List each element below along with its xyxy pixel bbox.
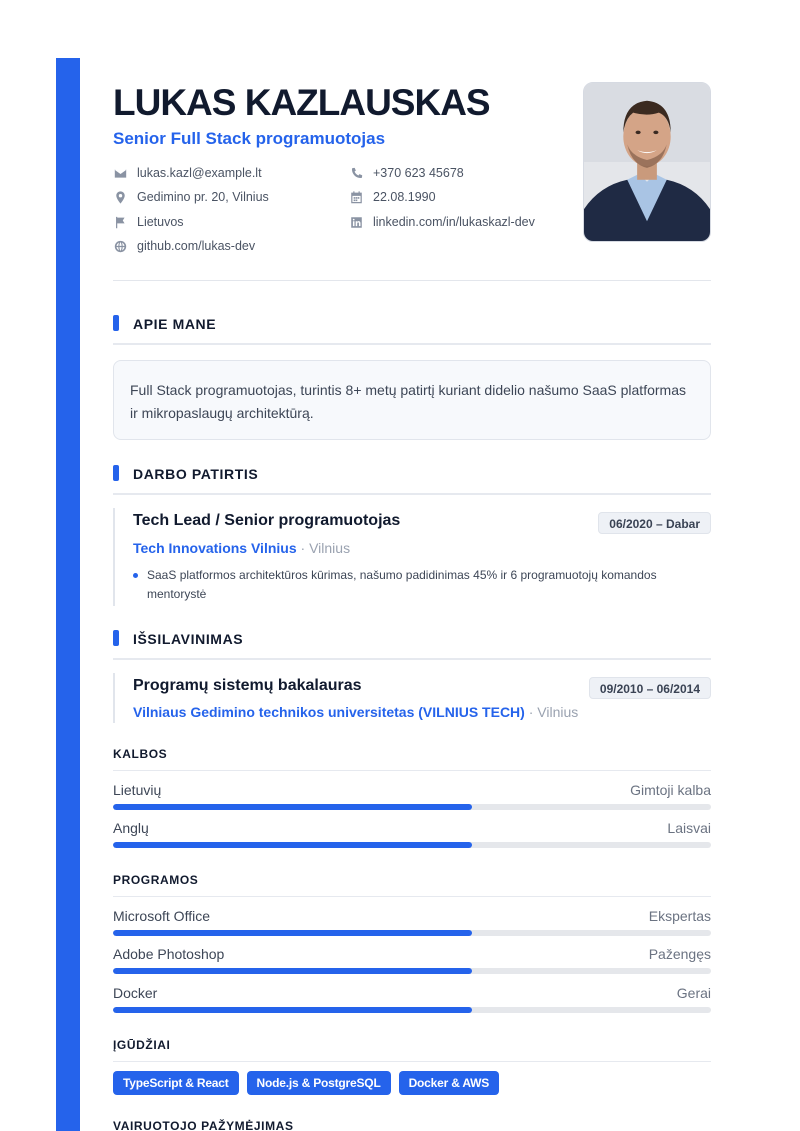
software-level-bar xyxy=(113,968,711,974)
experience-title: Tech Lead / Senior programuotojas xyxy=(133,512,401,529)
section-education-heading xyxy=(113,630,711,660)
software-heading: PROGRAMOS xyxy=(113,873,711,897)
software-item xyxy=(113,985,711,1015)
education-entry xyxy=(113,673,711,723)
experience-company: Tech Innovations Vilnius xyxy=(133,540,297,556)
experience-entry xyxy=(113,508,711,606)
contact-address xyxy=(113,190,269,204)
experience-location: Vilnius xyxy=(309,540,351,556)
software-level: Gerai xyxy=(676,985,711,1001)
phone-icon xyxy=(349,166,363,180)
contact-email-text: lukas.kazl@example.lt xyxy=(137,166,262,180)
skill-tag: Docker & AWS xyxy=(399,1071,500,1095)
software-name: Docker xyxy=(113,985,158,1001)
language-name: Anglų xyxy=(113,820,149,836)
section-experience-heading xyxy=(113,465,711,495)
section-marker xyxy=(113,630,119,646)
contact-email[interactable] xyxy=(113,166,262,180)
profile-photo xyxy=(583,82,711,242)
envelope-icon xyxy=(113,166,127,180)
language-level-fill xyxy=(113,842,472,848)
about-summary: Full Stack programuotojas, turintis 8+ metų patirtį kuriant didelio našumo SaaS platformas ir mikropaslaugų architektūrą. xyxy=(113,360,711,440)
language-name: Lietuvių xyxy=(113,782,162,798)
software-name: Adobe Photoshop xyxy=(113,946,225,962)
experience-date-badge: 06/2020 – Dabar xyxy=(598,512,711,534)
language-level: Laisvai xyxy=(667,820,711,836)
contact-phone-text: +370 623 45678 xyxy=(373,166,464,180)
driving-license-heading: VAIRUOTOJO PAŽYMĖJIMAS xyxy=(113,1119,711,1131)
software-level-bar xyxy=(113,930,711,936)
education-title: Programų sistemų bakalauras xyxy=(133,677,362,694)
accent-sidebar-bar xyxy=(56,58,80,1131)
section-about-heading xyxy=(113,315,711,345)
experience-separator: · xyxy=(300,540,306,556)
section-marker xyxy=(113,315,119,331)
contact-details xyxy=(113,166,573,262)
skill-tags xyxy=(113,1071,499,1095)
education-school: Vilniaus Gedimino technikos universitetas (VILNIUS TECH) xyxy=(133,704,525,720)
software-name: Microsoft Office xyxy=(113,908,210,924)
section-about-label: APIE MANE xyxy=(133,316,217,332)
bullet-dot xyxy=(133,573,138,578)
section-experience-label: DARBO PATIRTIS xyxy=(133,466,259,482)
software-level-fill xyxy=(113,968,472,974)
skill-tag: TypeScript & React xyxy=(113,1071,239,1095)
language-level: Gimtoji kalba xyxy=(630,782,711,798)
experience-bullet-text: SaaS platformos architektūros kūrimas, našumo padidinimas 45% ir 6 programuotojų komandos mentorystė xyxy=(147,568,657,601)
software-level-fill xyxy=(113,930,472,936)
contact-address-text: Gedimino pr. 20, Vilnius xyxy=(137,190,269,204)
calendar-icon xyxy=(349,190,363,204)
candidate-job-title: Senior Full Stack programuotojas xyxy=(113,129,386,148)
map-pin-icon xyxy=(113,190,127,204)
header-divider xyxy=(113,280,711,281)
software-level: Ekspertas xyxy=(648,908,711,924)
section-education-label: IŠSILAVINIMAS xyxy=(133,631,244,647)
software-level-fill xyxy=(113,1007,472,1013)
globe-icon xyxy=(113,239,127,253)
software-item xyxy=(113,908,711,938)
language-level-bar xyxy=(113,842,711,848)
language-item xyxy=(113,782,711,812)
section-marker xyxy=(113,465,119,481)
candidate-name: LUKAS KAZLAUSKAS xyxy=(113,82,490,123)
language-level-bar xyxy=(113,804,711,810)
contact-linkedin-text: linkedin.com/in/lukaskazl-dev xyxy=(373,215,535,229)
contact-linkedin[interactable] xyxy=(349,215,535,229)
contact-nationality xyxy=(113,215,184,229)
education-organization xyxy=(133,704,578,720)
linkedin-icon xyxy=(349,215,363,229)
experience-organization xyxy=(133,540,350,556)
flag-icon xyxy=(113,215,127,229)
software-item xyxy=(113,946,711,976)
contact-phone[interactable] xyxy=(349,166,464,180)
language-item xyxy=(113,820,711,850)
skill-tag: Node.js & PostgreSQL xyxy=(247,1071,391,1095)
software-level: Pažengęs xyxy=(648,946,711,962)
contact-github[interactable] xyxy=(113,239,255,253)
languages-heading: KALBOS xyxy=(113,747,711,771)
education-separator: · xyxy=(528,704,534,720)
skills-heading: ĮGŪDŽIAI xyxy=(113,1038,711,1062)
education-location: Vilnius xyxy=(537,704,579,720)
software-level-bar xyxy=(113,1007,711,1013)
language-level-fill xyxy=(113,804,472,810)
contact-github-text: github.com/lukas-dev xyxy=(137,239,256,253)
contact-birthdate-text: 22.08.1990 xyxy=(373,190,436,204)
contact-nationality-text: Lietuvos xyxy=(137,215,184,229)
contact-birthdate xyxy=(349,190,436,204)
education-date-badge: 09/2010 – 06/2014 xyxy=(589,677,711,699)
experience-bullet xyxy=(133,566,703,604)
